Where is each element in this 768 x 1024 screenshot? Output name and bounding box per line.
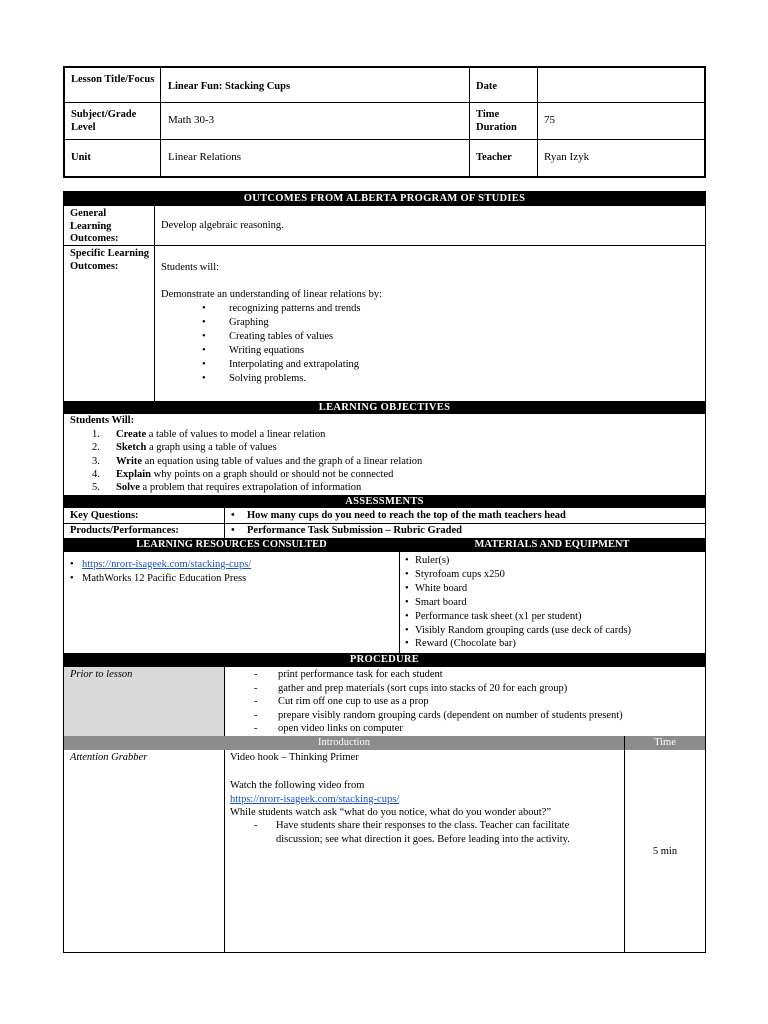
time-duration-value: 75 xyxy=(544,114,555,126)
teacher-label: Teacher xyxy=(476,152,512,163)
list-item: 2. Sketch a graph using a table of values xyxy=(92,442,277,454)
prior-to-lesson-label: Prior to lesson xyxy=(70,669,133,680)
share-text-line1: - Have students share their responses to the class. Teacher can facilitate xyxy=(254,820,570,831)
resources-list xyxy=(70,558,251,585)
lesson-plan-table xyxy=(63,191,706,953)
list-item: • Styrofoam cups x250 xyxy=(405,568,505,580)
attention-time: 5 min xyxy=(652,846,678,857)
list-item: - gather and prep materials (sort cups into stacks of 20 for each group) xyxy=(254,682,568,694)
subject-value: Math 30-3 xyxy=(168,114,215,126)
while-watch-text: While students watch ask “what do you notice, what do you wonder about?” xyxy=(230,807,552,818)
introduction-heading: Introduction xyxy=(64,736,624,750)
products-value: • Performance Task Submission – Rubric Graded xyxy=(231,525,462,536)
materials-heading: MATERIALS AND EQUIPMENT xyxy=(474,539,630,550)
objectives-list xyxy=(92,428,422,494)
date-label: Date xyxy=(476,81,497,92)
attention-grabber-label: Attention Grabber xyxy=(70,752,148,763)
share-text-line2: discussion; see what direction it goes. Before leading into the activity. xyxy=(276,834,570,845)
list-item: 5. Solve a problem that requires extrapolation of information xyxy=(92,482,362,494)
specific-outcomes-label: Specific Learning Outcomes: xyxy=(70,248,150,272)
demonstrate-text: Demonstrate an understanding of linear relations by: xyxy=(161,289,383,300)
resources-heading: LEARNING RESOURCES CONSULTED xyxy=(136,539,327,550)
students-will-text: Students will: xyxy=(161,262,220,273)
list-item: • Writing equations xyxy=(202,345,305,356)
key-questions-value: • How many cups do you need to reach the top of the math teachers head xyxy=(231,510,566,521)
outcomes-heading: OUTCOMES FROM ALBERTA PROGRAM OF STUDIES xyxy=(64,192,705,206)
list-item: • Solving problems. xyxy=(202,373,307,384)
products-label: Products/Performances: xyxy=(70,525,179,536)
list-item: 1. Create a table of values to model a linear relation xyxy=(92,429,326,440)
list-item: 3. Write an equation using table of values and the graph of a linear relation xyxy=(92,455,423,467)
objectives-intro: Students Will: xyxy=(70,415,135,426)
outcomes-list xyxy=(202,302,361,386)
list-item: • Interpolating and extrapolating xyxy=(202,359,360,370)
list-item: • Performance task sheet (x1 per student) xyxy=(405,610,582,622)
list-item: • Ruler(s) xyxy=(405,555,450,566)
subject-label: Subject/Grade Level xyxy=(71,109,137,133)
key-questions-label: Key Questions: xyxy=(70,510,139,521)
general-outcomes-value: Develop algebraic reasoning. xyxy=(161,220,284,231)
time-heading: Time xyxy=(625,736,705,750)
lesson-title-label: Lesson Title/Focus xyxy=(71,74,155,85)
list-item: - prepare visibly random grouping cards (dependent on number of students present) xyxy=(254,709,623,721)
list-item: - open video links on computer xyxy=(254,723,403,735)
list-item: • recognizing patterns and trends xyxy=(202,303,361,314)
list-item: - Cut rim off one cup to use as a prop xyxy=(254,696,429,708)
divider xyxy=(469,68,470,176)
teacher-value: Ryan Izyk xyxy=(544,151,590,163)
assessments-heading: ASSESSMENTS xyxy=(64,495,705,508)
lesson-title-value: Linear Fun: Stacking Cups xyxy=(168,81,291,92)
watch-text: Watch the following video from xyxy=(230,780,365,791)
unit-value: Linear Relations xyxy=(168,151,242,163)
list-item: • Reward (Chocolate bar) xyxy=(405,638,516,650)
divider xyxy=(160,68,161,176)
divider xyxy=(224,667,225,953)
time-duration-label: Time Duration xyxy=(476,109,517,133)
lesson-header-table xyxy=(63,66,706,178)
list-item: • Creating tables of values xyxy=(202,331,334,342)
list-item: • MathWorks 12 Pacific Education Press xyxy=(70,572,247,584)
divider xyxy=(154,206,155,401)
list-item: • Smart board xyxy=(405,596,467,608)
divider xyxy=(399,552,400,653)
procedure-heading: PROCEDURE xyxy=(64,653,705,667)
divider xyxy=(537,68,538,176)
list-item: • Graphing xyxy=(202,317,269,328)
list-item: • White board xyxy=(405,582,468,594)
list-item: 4. Explain why points on a graph should or should not be connected xyxy=(92,468,394,480)
general-outcomes-label: General Learning Outcomes: xyxy=(70,208,119,244)
resource-link-item[interactable]: • https://nrorr-isageek.com/stacking-cups/ xyxy=(70,559,252,570)
list-item: • Visibly Random grouping cards (use deck of cards) xyxy=(405,624,632,636)
divider xyxy=(64,245,705,246)
objectives-heading: LEARNING OBJECTIVES xyxy=(64,401,705,414)
unit-label: Unit xyxy=(71,152,91,163)
prior-tasks-list xyxy=(254,668,623,736)
video-hook-title: Video hook – Thinking Primer xyxy=(230,752,359,763)
materials-list xyxy=(405,554,631,651)
list-item: - print performance task for each student xyxy=(254,669,443,680)
video-link[interactable]: https://nrorr-isageek.com/stacking-cups/ xyxy=(230,794,400,805)
